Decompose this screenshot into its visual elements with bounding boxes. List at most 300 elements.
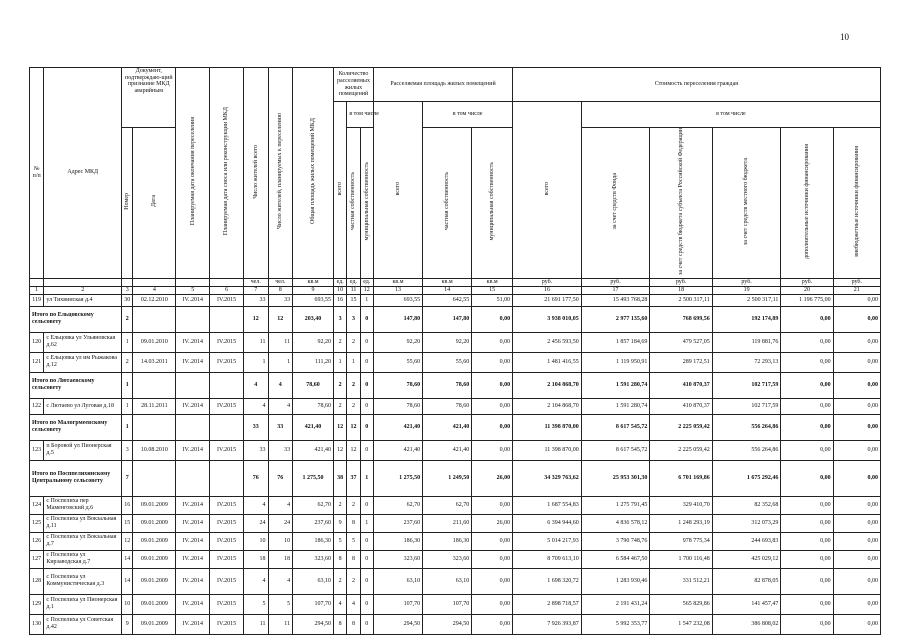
data-cell: 16	[122, 496, 133, 514]
subtotal-cell: 3 938 010,05	[513, 306, 582, 332]
row-number-cell: 128	[30, 568, 44, 594]
column-number-cell: 8	[268, 286, 293, 294]
data-cell: 421,40	[373, 440, 422, 460]
header-qty-including: в том числе	[347, 102, 374, 128]
subtotal-cell: 76	[243, 460, 268, 496]
header-num: № п/п	[30, 68, 44, 279]
column-number-cell: 15	[472, 286, 513, 294]
unit-cell: чел.	[268, 278, 293, 286]
subtotal-cell	[176, 460, 210, 496]
subtotal-cell: 3	[334, 306, 347, 332]
header-address: Адрес МКД	[44, 68, 122, 279]
data-cell: 1 275 791,45	[581, 496, 650, 514]
data-cell: 693,55	[293, 294, 334, 306]
data-cell: 0	[360, 398, 373, 414]
data-cell: 211,60	[423, 514, 472, 532]
column-number-cell: 21	[833, 286, 880, 294]
header-cost-subject: за счет средств бюджета субъекта Российской Федерации	[650, 128, 712, 279]
data-cell: 0,00	[472, 332, 513, 352]
subtotal-cell: 0,00	[781, 460, 833, 496]
column-number-cell: 12	[360, 286, 373, 294]
table-row	[30, 294, 881, 306]
data-cell: 15	[347, 294, 360, 306]
data-cell: 294,50	[373, 614, 422, 634]
column-number-cell: 16	[513, 286, 582, 294]
table-body	[30, 294, 881, 634]
address-cell: с Поспелиха ул Вокзальная д.11	[44, 514, 122, 532]
data-cell: 92,20	[423, 332, 472, 352]
data-cell: 237,60	[293, 514, 334, 532]
data-cell: 1	[334, 352, 347, 372]
data-cell: 642,55	[423, 294, 472, 306]
subtotal-cell: 37	[347, 460, 360, 496]
data-cell: 02.12.2010	[133, 294, 176, 306]
data-cell: 0	[360, 332, 373, 352]
unit-cell: руб.	[781, 278, 833, 286]
data-cell: 1	[243, 352, 268, 372]
data-cell: 5	[334, 532, 347, 550]
data-cell: 2 456 593,50	[513, 332, 582, 352]
data-cell: 62,70	[423, 496, 472, 514]
data-cell: 323,60	[423, 550, 472, 568]
data-cell: 237,60	[373, 514, 422, 532]
data-cell: 119 881,76	[712, 332, 781, 352]
data-cell: 09.01.2009	[133, 614, 176, 634]
data-cell: IV..2014	[176, 550, 210, 568]
subtotal-cell: 0,00	[472, 414, 513, 440]
subtotal-cell: 421,40	[373, 414, 422, 440]
data-cell: 2	[347, 496, 360, 514]
data-cell: 8	[334, 614, 347, 634]
address-cell: с Лютаево ул Луговая д.18	[44, 398, 122, 414]
data-cell: 09.01.2009	[133, 550, 176, 568]
data-cell: IV.2015	[210, 550, 244, 568]
data-cell: 0,00	[833, 496, 880, 514]
data-cell: 09.01.2009	[133, 532, 176, 550]
subtotal-cell: 4	[243, 372, 268, 398]
data-cell: 2 898 718,57	[513, 594, 582, 614]
column-number-cell: 1	[30, 286, 44, 294]
data-cell: 1	[360, 514, 373, 532]
data-cell: 51,00	[472, 294, 513, 306]
data-cell: 11 398 870,00	[513, 440, 582, 460]
row-number-cell: 124	[30, 496, 44, 514]
subtotal-cell: 25 953 301,30	[581, 460, 650, 496]
subtotal-cell: 33	[268, 414, 293, 440]
data-cell: 78,60	[423, 398, 472, 414]
data-cell: 0,00	[472, 594, 513, 614]
unit-cell: руб.	[581, 278, 650, 286]
data-cell: 82 352,68	[712, 496, 781, 514]
table-header	[30, 68, 881, 295]
data-cell: 24	[243, 514, 268, 532]
data-cell: 0,00	[781, 550, 833, 568]
data-cell: 0,00	[833, 550, 880, 568]
data-cell: 2	[347, 398, 360, 414]
data-cell: 78,60	[293, 398, 334, 414]
subtotal-cell: 34 329 763,62	[513, 460, 582, 496]
subtotal-cell: 1 249,50	[423, 460, 472, 496]
column-numbers-row	[30, 286, 881, 294]
column-number-cell: 5	[176, 286, 210, 294]
column-number-cell: 3	[122, 286, 133, 294]
data-cell: 0,00	[781, 496, 833, 514]
data-cell: 24	[268, 514, 293, 532]
subtotal-cell: 1	[122, 414, 133, 440]
data-cell: 0,00	[781, 352, 833, 372]
subtotal-cell: 421,40	[293, 414, 334, 440]
data-cell: 2	[347, 332, 360, 352]
data-cell: 186,30	[373, 532, 422, 550]
header-cost-including: в том числе	[581, 102, 880, 128]
data-cell: 102 717,59	[712, 398, 781, 414]
row-number-cell: 120	[30, 332, 44, 352]
data-cell: 141 457,47	[712, 594, 781, 614]
data-cell: 5 992 353,77	[581, 614, 650, 634]
column-number-cell: 10	[334, 286, 347, 294]
data-cell: IV..2014	[176, 294, 210, 306]
data-cell: 0,00	[472, 496, 513, 514]
data-cell: 294,50	[423, 614, 472, 634]
data-cell: 0,00	[833, 440, 880, 460]
table-row	[30, 440, 881, 460]
data-cell: 3	[122, 440, 133, 460]
data-cell: 0,00	[781, 568, 833, 594]
column-number-cell: 2	[44, 286, 122, 294]
data-cell: 9	[334, 514, 347, 532]
data-cell: 2	[334, 398, 347, 414]
column-number-cell: 7	[243, 286, 268, 294]
data-cell: 0,00	[781, 614, 833, 634]
subtotal-cell: 1 275,50	[373, 460, 422, 496]
data-cell: 4	[268, 496, 293, 514]
data-cell: 1 547 232,08	[650, 614, 712, 634]
data-cell: IV..2014	[176, 440, 210, 460]
data-cell: 386 808,02	[712, 614, 781, 634]
header-residents-total: Число жителей всего	[243, 68, 268, 279]
subtotal-cell	[133, 306, 176, 332]
units-cell-empty	[176, 278, 210, 286]
row-number-cell: 125	[30, 514, 44, 532]
data-cell: 3 790 748,76	[581, 532, 650, 550]
subtotal-cell: 203,40	[293, 306, 334, 332]
column-number-cell: 13	[373, 286, 422, 294]
header-qty-group: Количество расселяемых жилых помещений	[334, 68, 374, 102]
header-area-municipal: муниципальная собственность	[472, 128, 513, 279]
subtotal-cell: 11 398 870,00	[513, 414, 582, 440]
data-cell: 10	[122, 594, 133, 614]
subtotal-cell: 1 591 280,74	[581, 372, 650, 398]
data-cell: 1 857 184,69	[581, 332, 650, 352]
row-number-cell: 122	[30, 398, 44, 414]
subtotal-cell: 0,00	[833, 372, 880, 398]
data-cell: 2 191 431,24	[581, 594, 650, 614]
subtotal-cell: 78,60	[373, 372, 422, 398]
subtotal-cell	[210, 372, 244, 398]
data-cell: 0,00	[781, 532, 833, 550]
data-cell: IV..2014	[176, 614, 210, 634]
resettlement-table	[29, 67, 881, 635]
data-cell: 0,00	[833, 332, 880, 352]
subtotal-cell: 3	[347, 306, 360, 332]
data-cell: 0,00	[833, 294, 880, 306]
data-cell: 107,70	[373, 594, 422, 614]
data-cell: 4	[347, 594, 360, 614]
data-cell: 421,40	[423, 440, 472, 460]
data-cell: 5	[347, 532, 360, 550]
data-cell: 186,30	[423, 532, 472, 550]
data-cell: 2 104 868,70	[513, 398, 582, 414]
column-number-cell: 18	[650, 286, 712, 294]
data-cell: 107,70	[293, 594, 334, 614]
data-cell: 4	[243, 496, 268, 514]
data-cell: 479 527,05	[650, 332, 712, 352]
data-cell: IV.2015	[210, 398, 244, 414]
column-number-cell: 20	[781, 286, 833, 294]
data-cell: 92,20	[293, 332, 334, 352]
data-cell: IV..2014	[176, 568, 210, 594]
subtotal-label: Итого по Ельцовскому сельсовету	[30, 306, 122, 332]
data-cell: 0,00	[781, 514, 833, 532]
subtotal-cell: 2	[334, 372, 347, 398]
table-row	[30, 594, 881, 614]
data-cell: 425 029,12	[712, 550, 781, 568]
data-cell: 12	[122, 532, 133, 550]
address-cell: п Боровой ул Пионерская д.5	[44, 440, 122, 460]
subtotal-row	[30, 372, 881, 398]
subtotal-row	[30, 414, 881, 440]
data-cell: 6 584 467,50	[581, 550, 650, 568]
subtotal-cell: 12	[334, 414, 347, 440]
data-cell: IV.2015	[210, 440, 244, 460]
header-planned-demolish: Планируемая дата сноса или реконструкции МКД	[210, 68, 244, 279]
data-cell: 2	[334, 496, 347, 514]
data-cell: 0,00	[781, 594, 833, 614]
data-cell: 63,10	[373, 568, 422, 594]
data-cell: 0,00	[781, 332, 833, 352]
header-planned-end: Планируемая дата окончания переселения	[176, 68, 210, 279]
subtotal-cell: 1 275,50	[293, 460, 334, 496]
data-cell: 329 410,70	[650, 496, 712, 514]
data-cell: 6 394 944,60	[513, 514, 582, 532]
data-cell: 5 014 217,93	[513, 532, 582, 550]
data-cell: 1 591 280,74	[581, 398, 650, 414]
data-cell: 0,00	[472, 398, 513, 414]
subtotal-cell: 38	[334, 460, 347, 496]
data-cell: IV.2015	[210, 532, 244, 550]
subtotal-cell: 12	[347, 414, 360, 440]
subtotal-cell	[176, 372, 210, 398]
header-date: Дата	[133, 128, 176, 279]
data-cell: 33	[268, 440, 293, 460]
data-cell: 18	[243, 550, 268, 568]
data-cell: 15	[122, 514, 133, 532]
data-cell: 1 248 293,19	[650, 514, 712, 532]
subtotal-cell: 8 617 545,72	[581, 414, 650, 440]
address-cell: с Ельцовка ул им Рыжакова д.12	[44, 352, 122, 372]
data-cell: 0	[360, 352, 373, 372]
data-cell: 186,30	[293, 532, 334, 550]
subtotal-cell: 0,00	[472, 372, 513, 398]
data-cell: 0	[360, 550, 373, 568]
column-number-cell: 4	[133, 286, 176, 294]
data-cell: 33	[243, 440, 268, 460]
data-cell: 4	[243, 568, 268, 594]
subtotal-label: Итого по Малогрмеевскому сельсовету	[30, 414, 122, 440]
header-area-total: всего	[373, 102, 422, 279]
data-cell: 0	[360, 532, 373, 550]
data-cell: 0,00	[781, 440, 833, 460]
table-row	[30, 332, 881, 352]
data-cell: 8 617 545,72	[581, 440, 650, 460]
data-cell: 14	[122, 568, 133, 594]
data-cell: IV.2015	[210, 568, 244, 594]
data-cell: 9	[122, 614, 133, 634]
address-cell: с Поспелиха ул Пионерская д.1	[44, 594, 122, 614]
unit-cell: кв.м	[293, 278, 334, 286]
data-cell: 0,00	[833, 568, 880, 594]
table-row	[30, 496, 881, 514]
subtotal-cell: 0,00	[833, 414, 880, 440]
data-cell: 1	[360, 294, 373, 306]
data-cell: 30	[122, 294, 133, 306]
data-cell: 09.01.2009	[133, 568, 176, 594]
data-cell: 565 829,86	[650, 594, 712, 614]
data-cell: 12	[334, 440, 347, 460]
subtotal-cell: 76	[268, 460, 293, 496]
data-cell: 1	[122, 398, 133, 414]
row-number-cell: 123	[30, 440, 44, 460]
header-area-including: в том числе	[423, 102, 513, 128]
data-cell: IV..2014	[176, 594, 210, 614]
subtotal-cell	[133, 414, 176, 440]
address-cell: с Поспелиха пер Маменговский д.6	[44, 496, 122, 514]
data-cell: 2 500 317,11	[650, 294, 712, 306]
data-cell: 2	[334, 332, 347, 352]
data-cell: 1	[268, 352, 293, 372]
data-cell: 63,10	[423, 568, 472, 594]
data-cell: 28.11.2011	[133, 398, 176, 414]
data-cell: 55,60	[423, 352, 472, 372]
table-row	[30, 568, 881, 594]
subtotal-cell: 147,80	[373, 306, 422, 332]
data-cell: 09.01.2009	[133, 514, 176, 532]
data-cell: 11	[243, 332, 268, 352]
subtotal-cell	[176, 306, 210, 332]
data-cell: 1 283 930,46	[581, 568, 650, 594]
address-cell: ул Тихвинская д.4	[44, 294, 122, 306]
data-cell: 62,70	[373, 496, 422, 514]
data-cell: 8	[334, 550, 347, 568]
row-number-cell: 121	[30, 352, 44, 372]
subtotal-label: Итого по Посппелихинскому Центральному сельсовету	[30, 460, 122, 496]
data-cell: 5	[268, 594, 293, 614]
subtotal-cell: 410 870,37	[650, 372, 712, 398]
data-cell: 0,00	[472, 352, 513, 372]
subtotal-cell	[176, 414, 210, 440]
data-cell: IV.2015	[210, 332, 244, 352]
data-cell: IV.2015	[210, 614, 244, 634]
data-cell: IV.2015	[210, 496, 244, 514]
data-cell: 33	[268, 294, 293, 306]
subtotal-cell: 768 699,56	[650, 306, 712, 332]
data-cell: 0,00	[472, 614, 513, 634]
data-cell: 244 693,83	[712, 532, 781, 550]
subtotal-cell: 0	[360, 306, 373, 332]
data-cell: 0,00	[833, 514, 880, 532]
subtotal-cell: 2 104 868,70	[513, 372, 582, 398]
subtotal-cell	[210, 306, 244, 332]
subtotal-cell: 192 174,89	[712, 306, 781, 332]
subtotal-cell: 0,00	[781, 414, 833, 440]
column-number-cell: 17	[581, 286, 650, 294]
column-number-cell: 19	[712, 286, 781, 294]
subtotal-cell: 0,00	[781, 306, 833, 332]
subtotal-cell: 2	[347, 372, 360, 398]
data-cell: 0,00	[472, 440, 513, 460]
row-number-cell: 130	[30, 614, 44, 634]
subtotal-cell: 78,60	[293, 372, 334, 398]
subtotal-cell: 0,00	[833, 460, 880, 496]
data-cell: 1 698 320,72	[513, 568, 582, 594]
subtotal-cell: 0	[360, 414, 373, 440]
units-cell-empty	[44, 278, 122, 286]
data-cell: 0	[360, 568, 373, 594]
data-cell: IV.2015	[210, 594, 244, 614]
subtotal-cell: 1	[360, 460, 373, 496]
data-cell: 09.01.2009	[133, 594, 176, 614]
subtotal-cell	[133, 372, 176, 398]
subtotal-cell: 556 264,86	[712, 414, 781, 440]
column-number-cell: 11	[347, 286, 360, 294]
unit-cell: руб.	[833, 278, 880, 286]
subtotal-cell: 2 225 059,42	[650, 414, 712, 440]
data-cell: 12	[347, 440, 360, 460]
subtotal-cell: 12	[243, 306, 268, 332]
header-cost-extrabudget: внебюджетные источники финансирования	[833, 128, 880, 279]
data-cell: 0,00	[833, 352, 880, 372]
data-cell: IV.2015	[210, 294, 244, 306]
data-cell: 09.01.2009	[133, 496, 176, 514]
data-cell: 0	[360, 496, 373, 514]
address-cell: с Поспелиха ул Коммунистическая д.3	[44, 568, 122, 594]
data-cell: 1	[347, 352, 360, 372]
data-cell: 2	[347, 568, 360, 594]
data-cell: 0	[360, 614, 373, 634]
unit-cell: чел.	[243, 278, 268, 286]
header-cost-total: всего	[513, 102, 582, 279]
data-cell: 410 870,37	[650, 398, 712, 414]
data-cell: 1 687 554,83	[513, 496, 582, 514]
data-cell: 0,00	[472, 568, 513, 594]
data-cell: 92,20	[373, 332, 422, 352]
data-cell: 10	[243, 532, 268, 550]
data-cell: IV..2014	[176, 514, 210, 532]
units-cell-empty	[30, 278, 44, 286]
data-cell: 323,60	[293, 550, 334, 568]
data-cell: 14.03.2011	[133, 352, 176, 372]
data-cell: IV..2014	[176, 398, 210, 414]
data-cell: IV..2014	[176, 496, 210, 514]
table-row	[30, 550, 881, 568]
data-cell: IV..2014	[176, 352, 210, 372]
data-cell: 82 878,05	[712, 568, 781, 594]
data-cell: 2	[334, 568, 347, 594]
data-cell: 2 225 059,42	[650, 440, 712, 460]
subtotal-row	[30, 306, 881, 332]
data-cell: 18	[268, 550, 293, 568]
header-cost-local: за счет средств местного бюджета	[712, 128, 781, 279]
